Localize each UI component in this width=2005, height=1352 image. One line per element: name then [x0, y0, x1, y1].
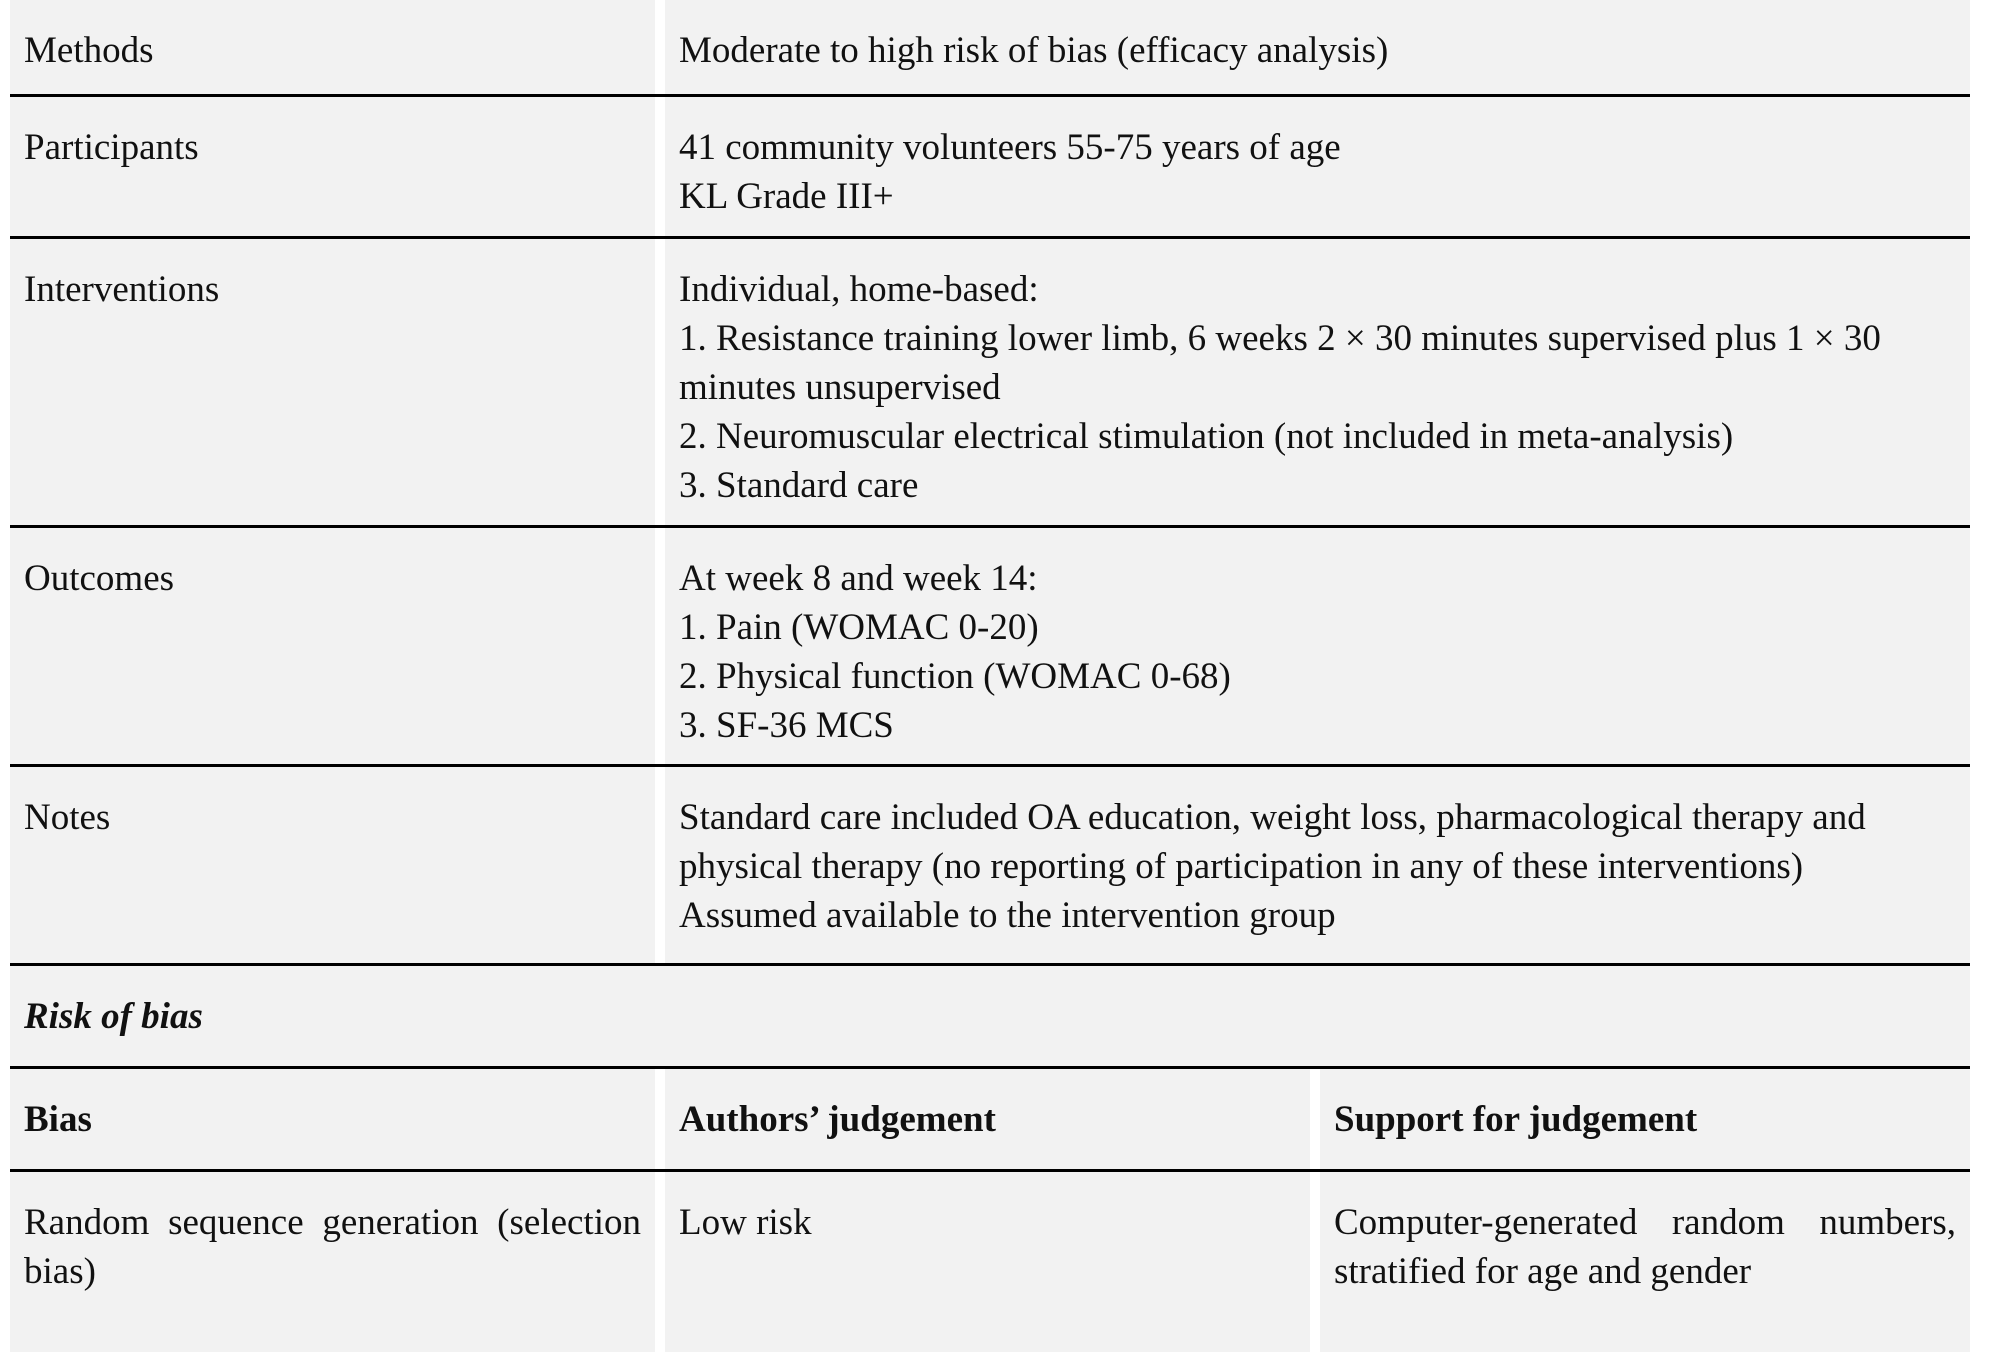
notes-row: [10, 767, 1970, 966]
interventions-row: [10, 239, 1970, 528]
judgement-column-header: Authors’ judgement: [665, 1069, 1310, 1169]
outcomes-line: 3. SF-36 MCS: [679, 705, 894, 746]
bias-domain-cell: Random sequence generation (selection bias): [10, 1172, 655, 1352]
outcomes-row: [10, 528, 1970, 767]
support-cell: Computer-generated random numbers, stratified for age and gender: [1320, 1172, 1970, 1352]
table-row: [10, 1172, 1970, 1352]
interventions-line: 3. Standard care: [679, 465, 919, 506]
interventions-value: [665, 239, 1970, 525]
participants-row: [10, 97, 1970, 239]
interventions-line: 2. Neuromuscular electrical stimulation (not included in meta-analysis): [679, 416, 1734, 457]
methods-value: [665, 0, 1970, 94]
notes-line: Assumed available to the intervention group: [679, 895, 1336, 936]
outcomes-value: [665, 528, 1970, 764]
notes-line: Standard care included OA education, weight loss, pharmacological therapy and physical therapy (no reporting of participation in any of these interventions): [679, 797, 1866, 887]
bias-column-header: Bias: [10, 1069, 655, 1169]
notes-label: Notes: [10, 767, 655, 963]
participants-line: 41 community volunteers 55-75 years of age: [679, 127, 1341, 168]
judgement-cell: Low risk: [665, 1172, 1310, 1352]
support-column-header: Support for judgement: [1320, 1069, 1970, 1169]
interventions-line: Individual, home-based:: [679, 269, 1039, 310]
participants-line: KL Grade III+: [679, 176, 894, 217]
methods-label: Methods: [10, 0, 655, 94]
risk-of-bias-section-title: Risk of bias: [10, 966, 1970, 1066]
study-characteristics-table: [10, 0, 1970, 1352]
risk-of-bias-section-row: [10, 966, 1970, 1069]
participants-value: [665, 97, 1970, 236]
methods-row: [10, 0, 1970, 97]
outcomes-line: 1. Pain (WOMAC 0-20): [679, 607, 1039, 648]
risk-of-bias-header-row: [10, 1069, 1970, 1172]
interventions-label: Interventions: [10, 239, 655, 525]
participants-label: Participants: [10, 97, 655, 236]
outcomes-label: Outcomes: [10, 528, 655, 764]
methods-line: Moderate to high risk of bias (efficacy analysis): [679, 30, 1389, 71]
notes-value: [665, 767, 1970, 963]
interventions-line: 1. Resistance training lower limb, 6 weeks 2 × 30 minutes supervised plus 1 × 30 minutes unsupervised: [679, 318, 1881, 408]
outcomes-line: 2. Physical function (WOMAC 0-68): [679, 656, 1231, 697]
outcomes-line: At week 8 and week 14:: [679, 558, 1038, 599]
